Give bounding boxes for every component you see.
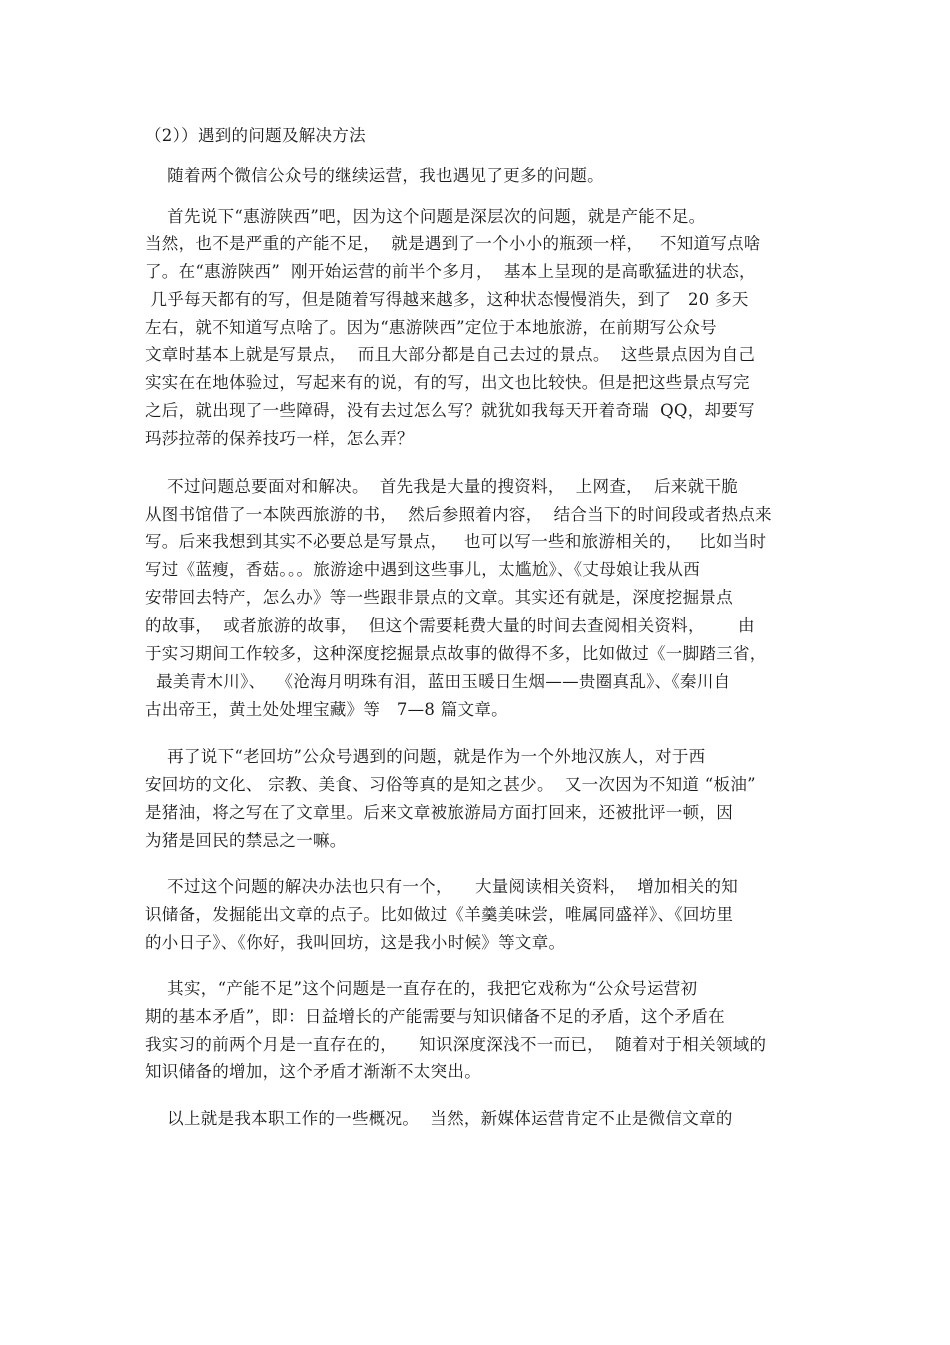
paragraph-line: 以上就是我本职工作的一些概况。 当然，新媒体运营肯定不止是微信文章的 (145, 1109, 733, 1128)
paragraph-line: 最美青木川》、 《沧海月明珠有泪，蓝田玉暖日生烟——贵圈真乱》、《秦川自 (145, 672, 731, 691)
paragraph-line: 于实习期间工作较多，这种深度挖掘景点故事的做得不多，比如做过《一脚踏三省， (145, 644, 767, 663)
paragraph-line: 首先说下“惠游陕西”吧，因为这个问题是深层次的问题，就是产能不足。 (145, 207, 706, 226)
paragraph-line: 古出帝王，黄土处处埋宝藏》等 7—8 篇文章。 (145, 700, 508, 719)
paragraph-line: 文章时基本上就是写景点， 而且大部分都是自己去过的景点。 这些景点因为自己 (145, 345, 756, 364)
paragraph-line: 不过这个问题的解决办法也只有一个， 大量阅读相关资料， 增加相关的知 (145, 877, 739, 896)
section-heading: （2））遇到的问题及解决方法 (145, 126, 366, 145)
paragraph-line: 写。后来我想到其实不必要总是写景点， 也可以写一些和旅游相关的， 比如当时 (145, 532, 767, 551)
paragraph-line: 其实，“产能不足”这个问题是一直存在的，我把它戏称为“公众号运营初 (145, 979, 698, 998)
paragraph-line: 识储备，发掘能出文章的点子。比如做过《羊羹美味尝，唯属同盛祥》、《回坊里 (145, 905, 734, 924)
paragraph-line: 期的基本矛盾”，即：日益增长的产能需要与知识储备不足的矛盾，这个矛盾在 (145, 1007, 725, 1026)
paragraph-line: 我实习的前两个月是一直存在的， 知识深度深浅不一而已， 随着对于相关领域的 (145, 1035, 767, 1054)
paragraph-line: 几乎每天都有的写，但是随着写得越来越多，这种状态慢慢消失，到了 20 多天 (145, 290, 749, 309)
paragraph-line: 随着两个微信公众号的继续运营，我也遇见了更多的问题。 (145, 166, 604, 185)
paragraph-line: 之后，就出现了一些障碍，没有去过怎么写？就犹如我每天开着奇瑞 QQ，却要写 (145, 401, 755, 420)
paragraph-line: 玛莎拉蒂的保养技巧一样，怎么弄？ (145, 429, 414, 448)
paragraph-line: 写过《蓝瘦，香菇。。。旅游途中遇到这些事儿，太尴尬》、《丈母娘让我从西 (145, 560, 700, 579)
paragraph-line: 从图书馆借了一本陕西旅游的书， 然后参照着内容， 结合当下的时间段或者热点来 (145, 505, 772, 524)
paragraph-line: 再了说下“老回坊”公众号遇到的问题，就是作为一个外地汉族人，对于西 (145, 747, 706, 766)
paragraph-line: 了。在“惠游陕西” 刚开始运营的前半个多月， 基本上呈现的是高歌猛进的状态， (145, 262, 756, 281)
paragraph-line: 左右，就不知道写点啥了。因为“惠游陕西”定位于本地旅游，在前期写公众号 (145, 318, 717, 337)
paragraph-line: 知识储备的增加，这个矛盾才渐渐不太突出。 (145, 1062, 481, 1081)
paragraph-line: 当然，也不是严重的产能不足， 就是遇到了一个小小的瓶颈一样， 不知道写点啥 (145, 234, 761, 253)
paragraph-line: 的小日子》、《你好，我叫回坊，这是我小时候》等文章。 (145, 933, 566, 952)
paragraph-line: 是猪油，将之写在了文章里。后来文章被旅游局方面打回来，还被批评一顿，因 (145, 803, 733, 822)
paragraph-line: 不过问题总要面对和解决。 首先我是大量的搜资料， 上网查， 后来就干脆 (145, 477, 739, 496)
paragraph-line: 为猪是回民的禁忌之一嘛。 (145, 831, 347, 850)
paragraph-line: 安回坊的文化、 宗教、美食、习俗等真的是知之甚少。 又一次因为不知道 “板油” (145, 775, 756, 794)
paragraph-line: 安带回去特产，怎么办》等一些跟非景点的文章。其实还有就是，深度挖掘景点 (145, 588, 733, 607)
paragraph-line: 的故事， 或者旅游的故事， 但这个需要耗费大量的时间去查阅相关资料， 由 (145, 616, 755, 635)
paragraph-line: 实实在在地体验过，写起来有的说，有的写，出文也比较快。但是把这些景点写完 (145, 373, 750, 392)
